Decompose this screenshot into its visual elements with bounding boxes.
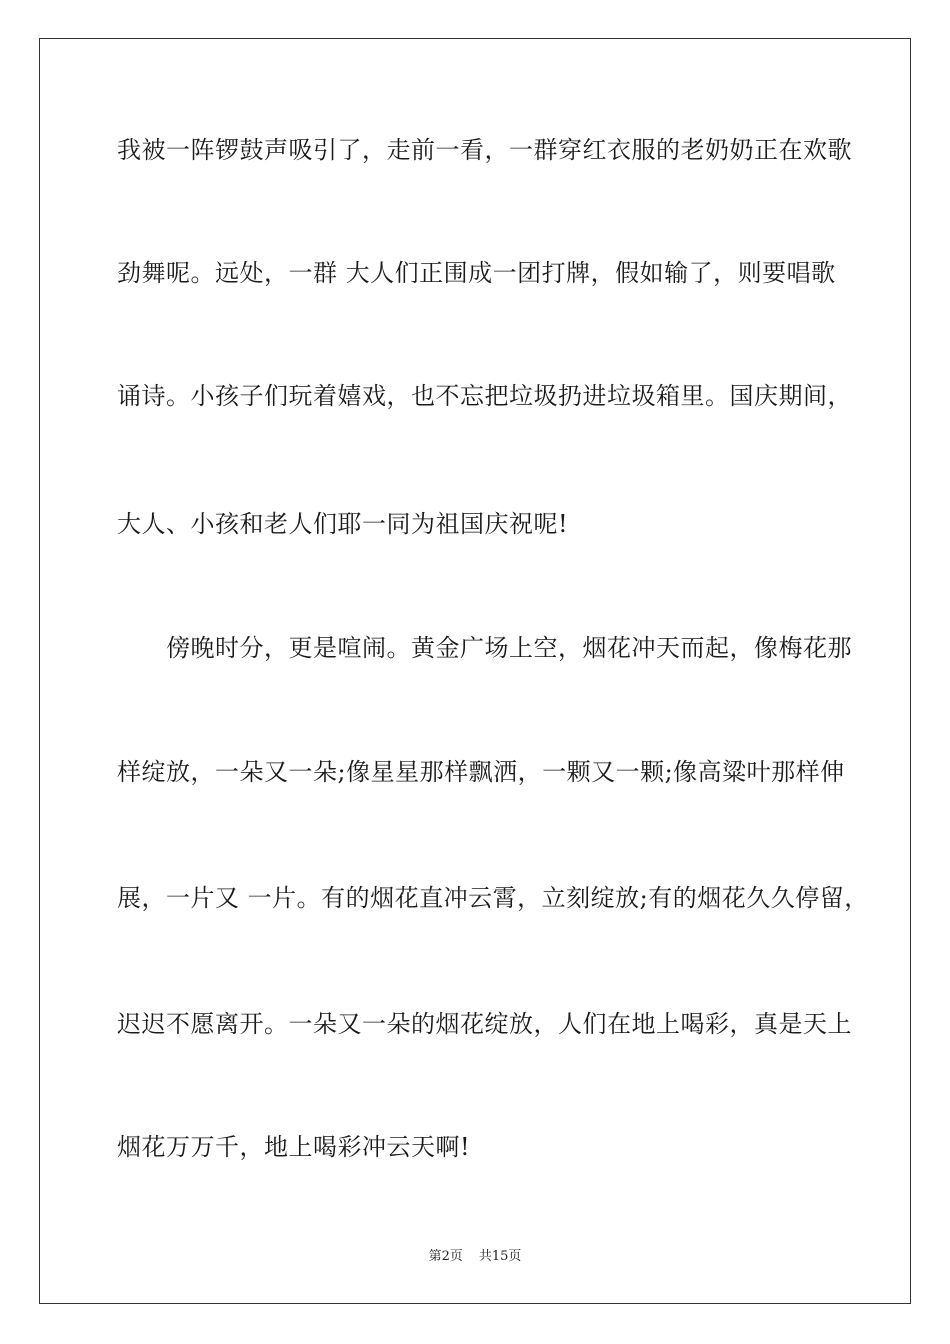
text-line-3: 诵诗。小孩子们玩着嬉戏，也不忘把垃圾扔进垃圾箱里。国庆期间， xyxy=(117,382,852,410)
text-line-9: 烟花万万千，地上喝彩冲云天啊! xyxy=(117,1133,471,1161)
text-line-6: 样绽放，一朵又一朵;像星星那样飘洒，一颗又一颗;像高粱叶那样伸 xyxy=(117,758,845,786)
text-line-7: 展，一片又 一片。有的烟花直冲云霄，立刻绽放;有的烟花久久停留， xyxy=(117,884,869,912)
page-border xyxy=(39,38,911,1304)
text-line-4: 大人、小孩和老人们耶一同为祖国庆祝呢! xyxy=(117,510,569,538)
text-line-8: 迟迟不愿离开。一朵又一朵的烟花绽放，人们在地上喝彩，真是天上 xyxy=(117,1010,852,1038)
page-footer xyxy=(0,1248,950,1266)
text-line-5: 傍晚时分，更是喧闹。黄金广场上空，烟花冲天而起，像梅花那 xyxy=(117,634,852,662)
text-line-1: 我被一阵锣鼓声吸引了，走前一看，一群穿红衣服的老奶奶正在欢歌 xyxy=(117,136,852,164)
text-line-2: 劲舞呢。远处，一群 大人们正围成一团打牌，假如输了，则要唱歌 xyxy=(117,259,836,287)
page-number: 第2页 xyxy=(428,1249,463,1264)
page-total: 共15页 xyxy=(478,1249,522,1264)
